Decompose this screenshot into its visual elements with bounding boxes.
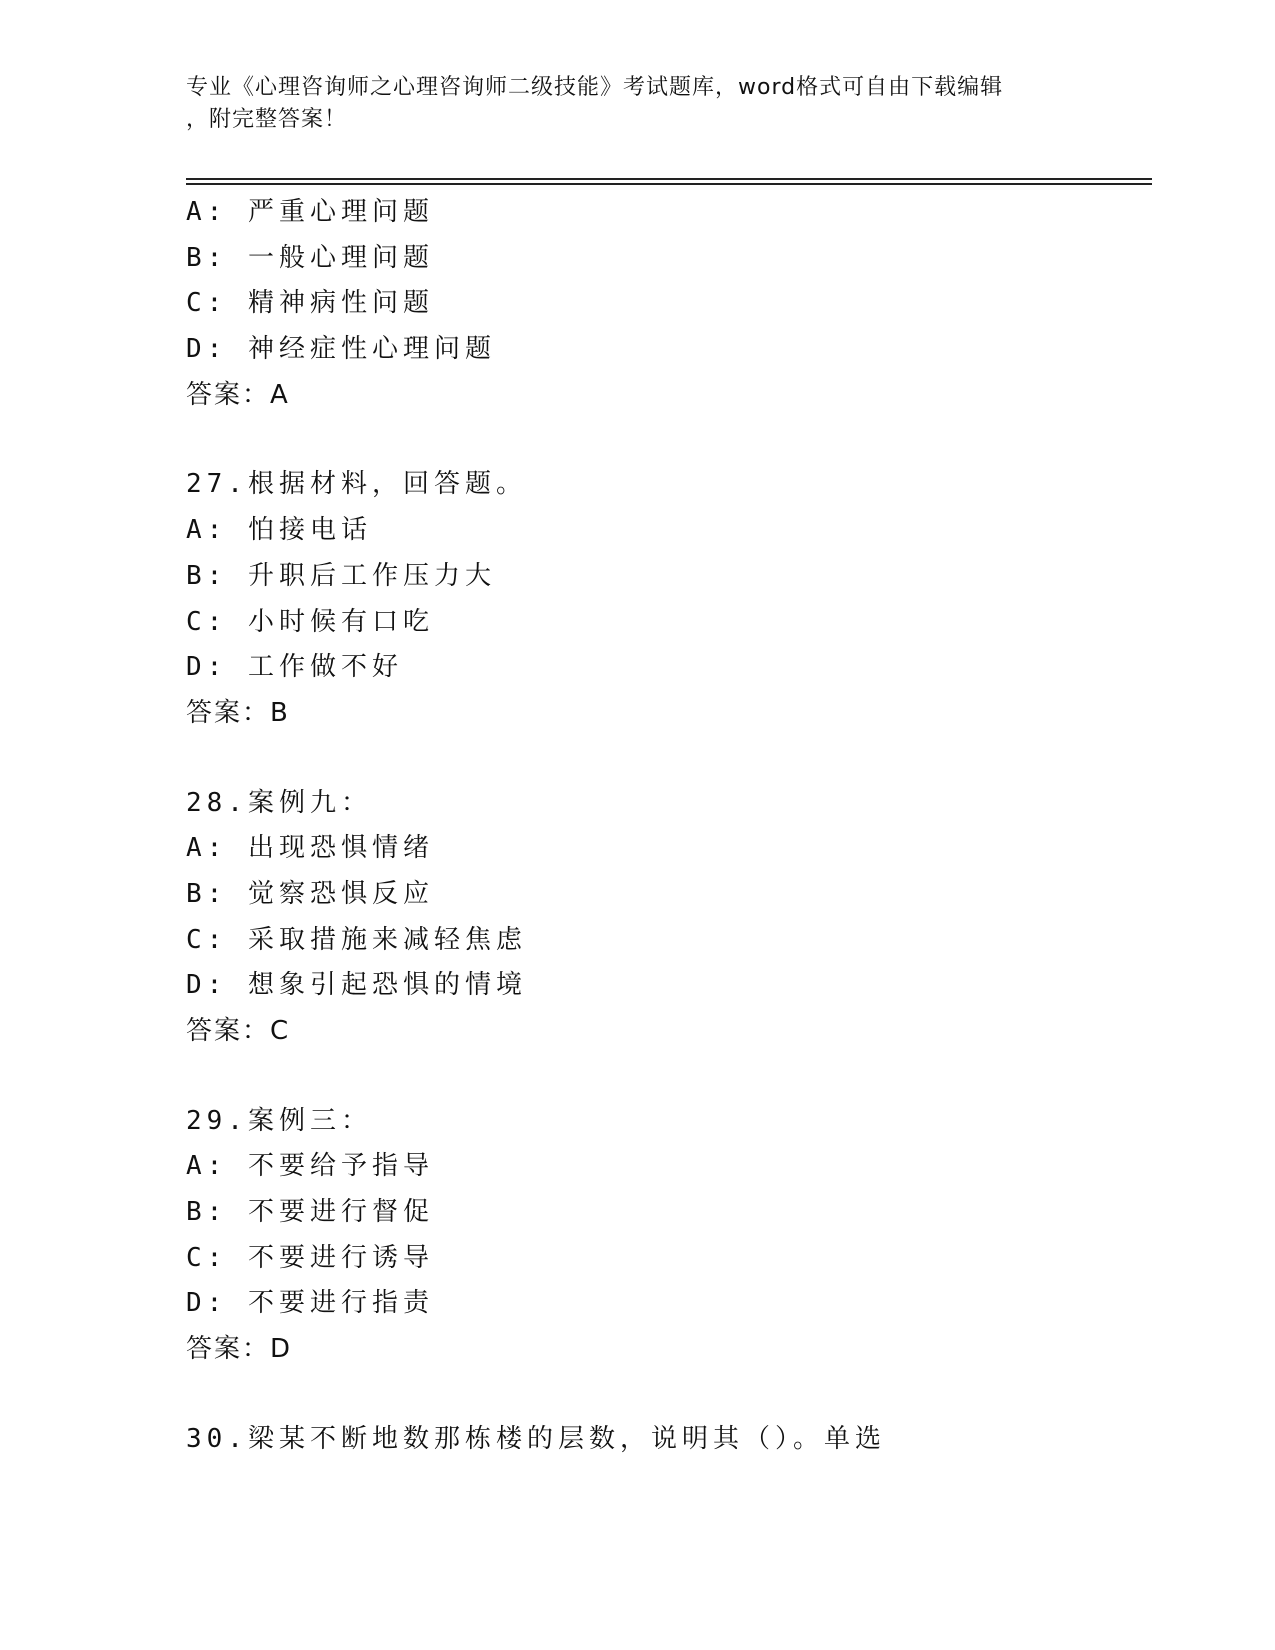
header-line-1: 专业《心理咨询师之心理咨询师二级技能》考试题库，word格式可自由下载编辑 [186,75,1004,100]
question-list [186,190,1146,1463]
option-b: B: 升职后工作压力大 [186,560,496,591]
answer: 答案：D [186,1334,293,1365]
question-27 [186,462,1146,736]
question-title: 27.根据材料，回答题。 [186,469,527,500]
header-line-2: ，附完整答案！ [186,107,348,132]
question-30 [186,1417,1146,1463]
option-c: C: 采取措施来减轻焦虑 [186,924,527,955]
question-29 [186,1099,1146,1373]
answer: 答案：C [186,1016,291,1046]
option-d: D: 神经症性心理问题 [186,334,496,365]
question-title: 30.梁某不断地数那栋楼的层数，说明其（）。单选 [186,1423,886,1454]
header-divider-bottom [186,183,1152,185]
option-b: B: 一般心理问题 [186,242,434,273]
question-26 [186,190,1146,418]
header-divider-top [186,178,1152,180]
answer: 答案：B [186,697,290,728]
question-title: 29.案例三： [186,1105,372,1136]
option-d: D: 想象引起恐惧的情境 [186,970,527,1001]
option-a: A: 不要给予指导 [186,1151,434,1182]
option-c: C: 不要进行诱导 [186,1242,434,1273]
option-d: D: 工作做不好 [186,652,403,683]
answer: 答案：A [186,379,290,410]
option-d: D: 不要进行指责 [186,1288,434,1319]
option-a: A: 出现恐惧情绪 [186,833,434,864]
option-a: A: 严重心理问题 [186,197,434,227]
document-header [186,72,1086,136]
option-c: C: 精神病性问题 [186,288,434,319]
option-b: B: 觉察恐惧反应 [186,878,434,909]
question-28 [186,781,1146,1055]
option-c: C: 小时候有口吃 [186,606,434,637]
question-title: 28.案例九： [186,787,372,818]
option-b: B: 不要进行督促 [186,1197,434,1228]
option-a: A: 怕接电话 [186,515,372,546]
